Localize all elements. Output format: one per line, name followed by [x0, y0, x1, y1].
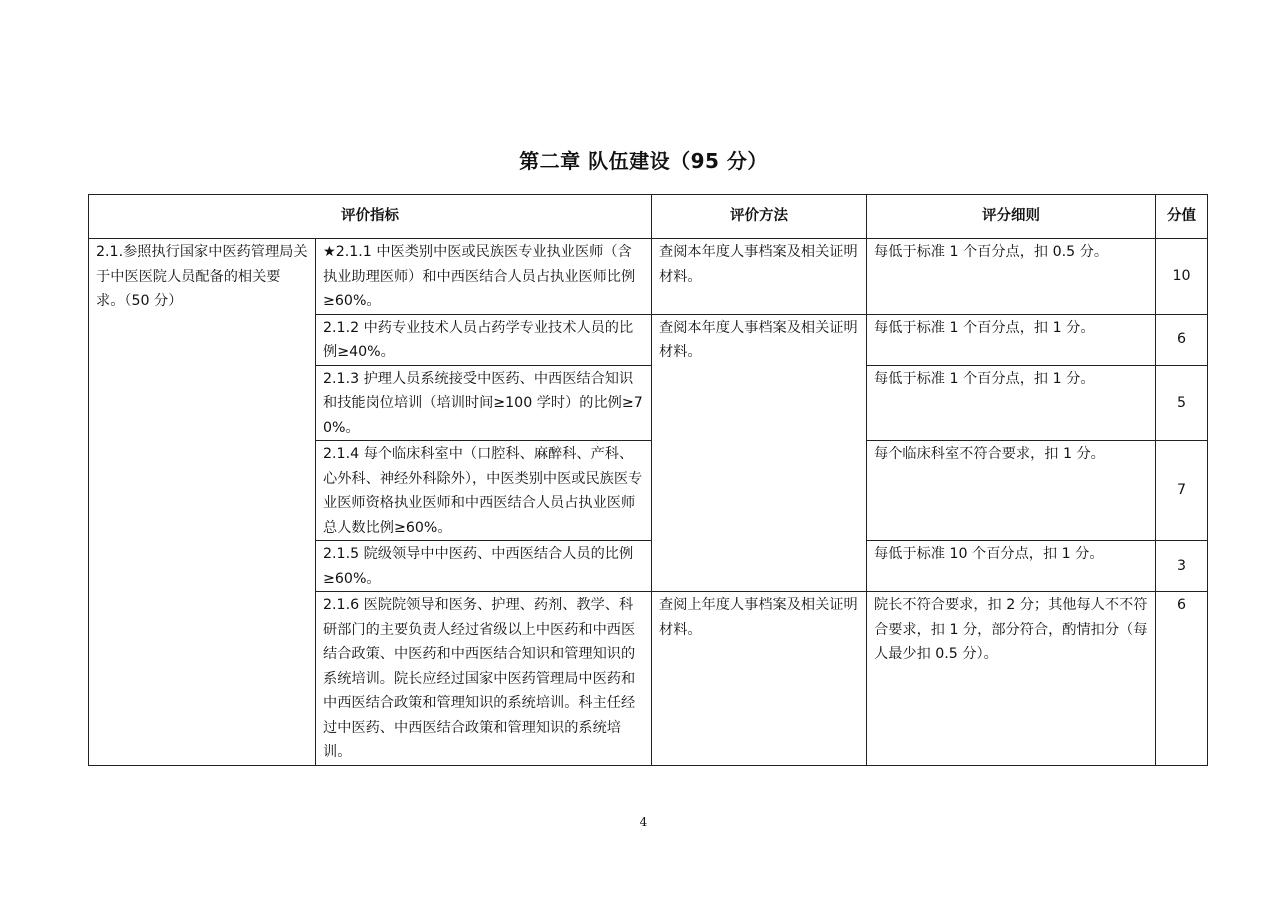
- header-criteria: 评分细则: [867, 195, 1156, 239]
- criteria-text: 每低于标准 1 个百分点，扣 1 分。: [874, 370, 1095, 387]
- criteria-cell: [867, 365, 1156, 441]
- indicator-cell: [316, 592, 652, 766]
- page-title: 第二章 队伍建设（95 分）: [519, 149, 768, 173]
- method-cell: [652, 239, 867, 315]
- indicator-cell: [316, 441, 652, 541]
- score-cell: 7: [1156, 441, 1208, 541]
- page-number: 4: [639, 815, 648, 829]
- criteria-text: 院长不符合要求，扣 2 分；其他每人不不符合要求，扣 1 分，部分符合，酌情扣分（每人最少扣 0.5 分）。: [874, 597, 1148, 662]
- indicator-text: 2.1.6 医院院领导和医务、护理、药剂、教学、科研部门的主要负责人经过省级以上中医药和中西医结合政策、中医药和中西医结合知识和管理知识的系统培训。院长应经过国家中医药管理局中医药和中西医结合政策和管理知识的系统培训。科主任经过中医药、中西医结合政策和管理知识的系统培训。: [323, 597, 636, 760]
- criteria-cell: [867, 239, 1156, 315]
- criteria-text: 每低于标准 10 个百分点，扣 1 分。: [874, 546, 1104, 562]
- indicator-cell: [316, 314, 652, 365]
- header-indicator: 评价指标: [89, 195, 652, 239]
- score-cell: 10: [1156, 239, 1208, 315]
- method-text: 查阅本年度人事档案及相关证明材料。: [659, 244, 858, 285]
- header-method: 评价方法: [652, 195, 867, 239]
- indicator-text: 2.1.2 中药专业技术人员占药学专业技术人员的比例≥40%。: [323, 319, 634, 360]
- criteria-text: 每个临床科室不符合要求，扣 1 分。: [874, 446, 1105, 462]
- evaluation-table: [88, 194, 1208, 766]
- score-cell: 3: [1156, 541, 1208, 592]
- header-score: 分值: [1156, 195, 1208, 239]
- indicator-cell: [316, 541, 652, 592]
- indicator-cell: [316, 365, 652, 441]
- group-indicator-text: 2.1.参照执行国家中医药管理局关于中医医院人员配备的相关要求。（50 分）: [96, 244, 308, 309]
- criteria-cell: [867, 592, 1156, 766]
- indicator-text: ★2.1.1 中医类别中医或民族医专业执业医师（含执业助理医师）和中西医结合人员占执业医师比例≥60%。: [323, 244, 636, 309]
- score-cell: 5: [1156, 365, 1208, 441]
- indicator-text: 2.1.4 每个临床科室中（口腔科、麻醉科、产科、心外科、神经外科除外），中医类别中医或民族医专业医师资格执业医师和中西医结合人员占执业医师总人数比例≥60%。: [323, 446, 643, 536]
- method-cell: [652, 314, 867, 592]
- indicator-text: 2.1.5 院级领导中中医药、中西医结合人员的比例≥60%。: [323, 546, 634, 587]
- method-text: 查阅本年度人事档案及相关证明材料。: [659, 319, 858, 360]
- criteria-cell: [867, 441, 1156, 541]
- indicator-text: 2.1.3 护理人员系统接受中医药、中西医结合知识和技能岗位培训（培训时间≥100 学时）的比例≥70%。: [323, 370, 643, 436]
- table-header-row: [89, 195, 1208, 239]
- score-cell: [1156, 592, 1208, 766]
- criteria-text: 每低于标准 1 个百分点，扣 0.5 分。: [874, 244, 1109, 260]
- group-indicator-cell: [89, 239, 316, 766]
- score-text: 6: [1176, 597, 1187, 613]
- score-cell: 6: [1156, 314, 1208, 365]
- criteria-cell: [867, 314, 1156, 365]
- criteria-text: 每低于标准 1 个百分点，扣 1 分。: [874, 319, 1095, 336]
- method-cell: [652, 592, 867, 766]
- criteria-cell: [867, 541, 1156, 592]
- indicator-cell: [316, 239, 652, 315]
- table-row: [89, 239, 1208, 315]
- method-text: 查阅上年度人事档案及相关证明材料。: [659, 597, 858, 638]
